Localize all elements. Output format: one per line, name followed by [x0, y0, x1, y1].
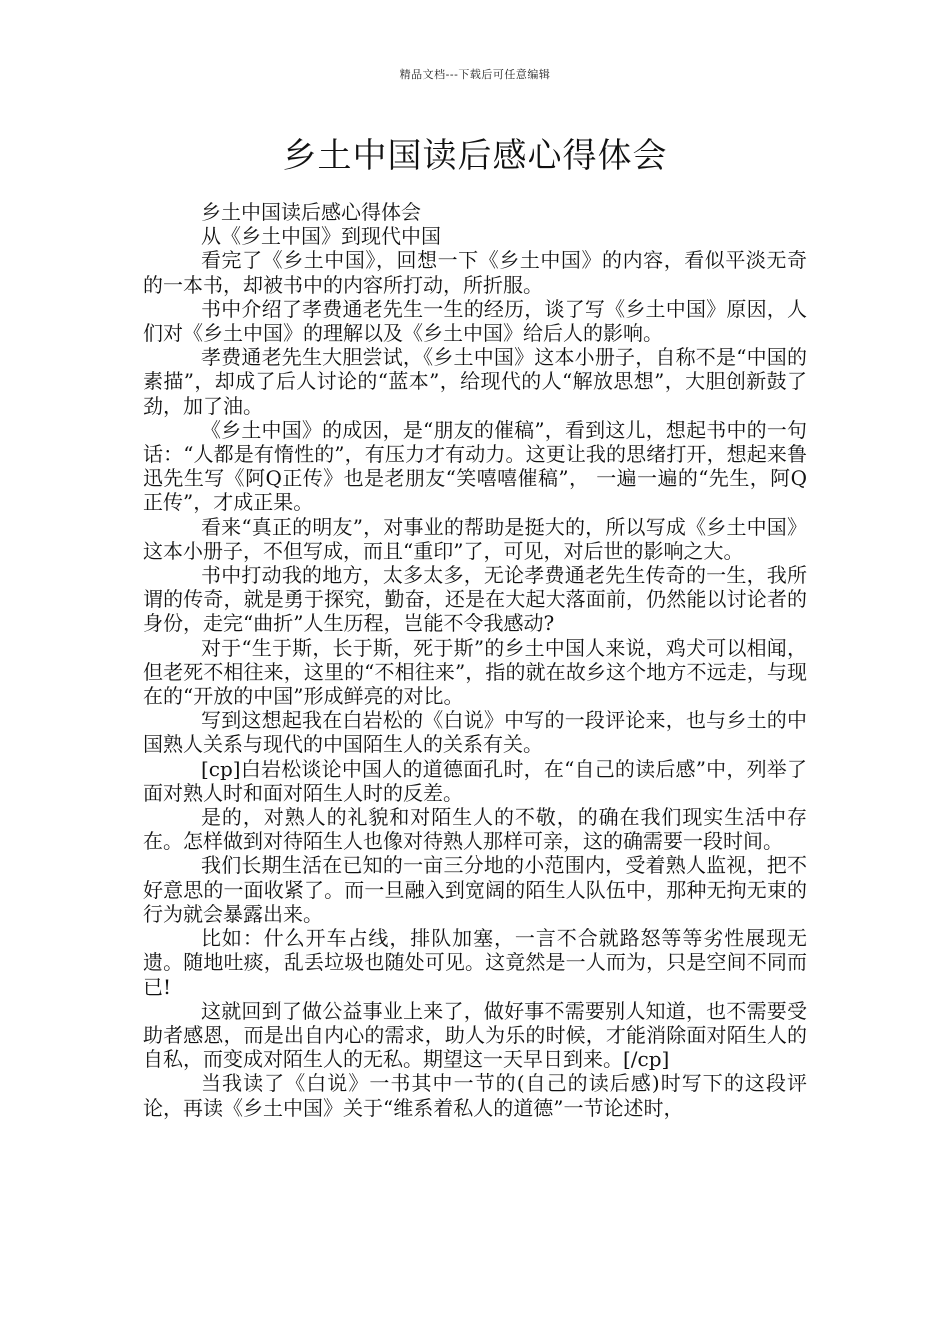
page-header-note: 精品文档---下载后可任意编辑 — [399, 68, 551, 81]
paragraph-subtitle: 乡土中国读后感心得体会 — [201, 200, 421, 224]
paragraph: 我们长期生活在已知的一亩三分地的小范围内，受着熟人监视，把不好意思的一面收紧了。而一旦融入到宽阔的陌生人队伍中，那种无拘无束的行为就会暴露出来。 — [143, 853, 807, 926]
paragraph: 看完了《乡土中国》，回想一下《乡土中国》的内容，看似平淡无奇的一本书，却被书中的内容所打动，所折服。 — [143, 248, 807, 297]
paragraph: [cp]白岩松谈论中国人的道德面孔时，在“自己的读后感”中，列举了面对熟人时和面对陌生人时的反差。 — [143, 756, 807, 805]
paragraph: 《乡土中国》的成因，是“朋友的催稿”，看到这儿，想起书中的一句话：“人都是有惰性的”，有压力才有动力。这更让我的思绪打开，想起来鲁迅先生写《阿Q正传》也是老朋友“笑嘻嘻催稿”， 一遍一遍的“先生，阿Q正传”，才成正果。 — [143, 417, 807, 515]
paragraph: 比如：什么开车占线，排队加塞，一言不合就路怒等等劣性展现无遗。随地吐痰，乱丢垃圾也随处可见。这竟然是一人而为，只是空间不同而已! — [143, 926, 807, 999]
paragraph: 书中介绍了孝费通老先生一生的经历，谈了写《乡土中国》原因，人们对《乡土中国》的理解以及《乡土中国》给后人的影响。 — [143, 296, 807, 346]
paragraph: 看来“真正的明友”，对事业的帮助是挺大的，所以写成《乡土中国》这本小册子，不但写成，而且“重印”了，可见，对后世的影响之大。 — [143, 514, 807, 563]
paragraph: 书中打动我的地方，太多太多，无论孝费通老先生传奇的一生，我所谓的传奇，就是勇于探究，勤奋，还是在大起大落面前，仍然能以讨论者的身份，走完“曲折”人生历程，岂能不令我感动? — [143, 563, 807, 636]
paragraph: 对于“生于斯，长于斯，死于斯”的乡土中国人来说，鸡犬可以相闻，但老死不相往来，这里的“不相往来”，指的就在故乡这个地方不远走，与现在的“开放的中国”形成鲜亮的对比。 — [143, 635, 807, 709]
document-title: 乡土中国读后感心得体会 — [282, 136, 668, 176]
paragraph: 孝费通老先生大胆尝试，《乡土中国》这本小册子，自称不是“中国的素描”，却成了后人讨论的“蓝本”，给现代的人“解放思想”，大胆创新鼓了劲，加了油。 — [143, 345, 807, 418]
paragraph: 是的，对熟人的礼貌和对陌生人的不敬，的确在我们现实生活中存在。怎样做到对待陌生人也像对待熟人那样可亲，这的确需要一段时间。 — [143, 805, 807, 854]
paragraph: 当我读了《白说》一书其中一节的(自己的读后感)时写下的这段评论，再读《乡土中国》关于“维系着私人的道德”一节论述时， — [143, 1071, 807, 1120]
paragraph: 这就回到了做公益事业上来了，做好事不需要别人知道，也不需要受助者感恩，而是出自内心的需求，助人为乐的时候，才能消除面对陌生人的自私，而变成对陌生人的无私。期望这一天早日到来。[/cp] — [143, 998, 807, 1072]
paragraph: 写到这想起我在白岩松的《白说》中写的一段评论来，也与乡土的中国熟人关系与现代的中国陌生人的关系有关。 — [143, 708, 807, 757]
paragraph-heading: 从《乡土中国》到现代中国 — [201, 224, 441, 249]
document-body — [143, 200, 807, 1120]
